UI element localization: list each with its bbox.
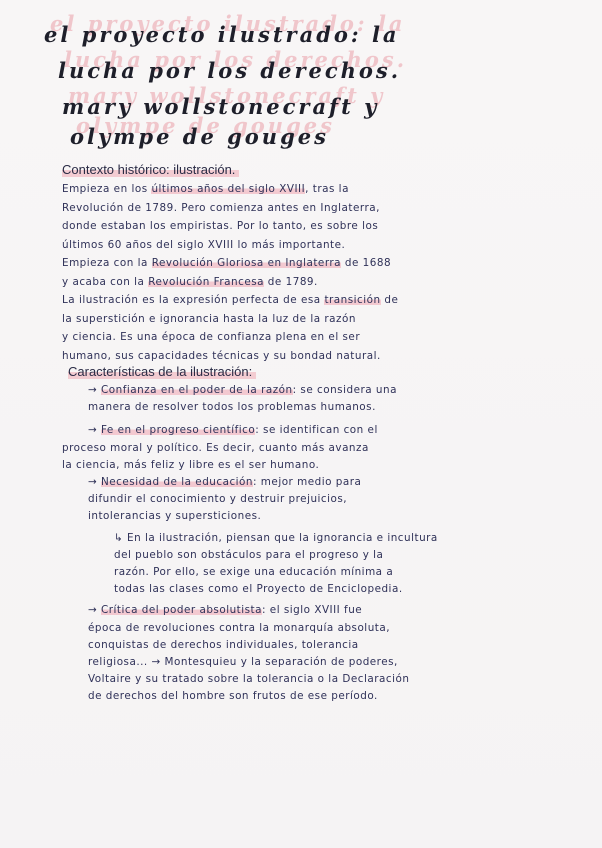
- text-line: [62, 239, 345, 251]
- text-segment: Revolución de 1789. Pero comienza antes en Inglaterra,: [62, 201, 380, 214]
- text-segment: : se identifican con el: [255, 424, 378, 437]
- text-segment: de: [380, 294, 399, 306]
- text-segment: →: [88, 476, 102, 488]
- text-line: [88, 510, 261, 522]
- text-line: [62, 220, 378, 232]
- text-segment: difundir el conocimiento y destruir prejuicios,: [88, 493, 348, 506]
- text-line: [88, 622, 390, 634]
- text-segment: la superstición e ignorancia hasta la luz de la razón: [62, 312, 356, 325]
- text-line: [88, 656, 398, 668]
- text-segment: donde estaban los empiristas. Por lo tanto, es sobre los: [62, 220, 379, 232]
- text-segment: época de revoluciones contra la monarquía absoluta,: [88, 621, 391, 634]
- text-line: [62, 442, 369, 454]
- text-line: [62, 350, 381, 362]
- text-segment: conquistas de derechos individuales, tolerancia: [88, 638, 359, 651]
- highlighted-phrase: transición: [324, 294, 381, 306]
- text-segment: todas las clases como el Proyecto de Enciclopedia.: [114, 583, 403, 596]
- text-segment: y ciencia. Es una época de confianza plena en el ser: [62, 331, 361, 343]
- text-line: [88, 493, 347, 505]
- text-line: [114, 532, 438, 544]
- highlighted-phrase: Necesidad de la educación: [101, 476, 253, 488]
- text-segment: del pueblo son obstáculos para el progreso y la: [114, 548, 384, 561]
- text-line: [114, 566, 393, 578]
- text-line: [114, 583, 403, 595]
- text-segment: religiosa... → Montesquieu y la separación de poderes,: [88, 656, 398, 668]
- highlighted-phrase: Confianza en el poder de la razón: [101, 384, 293, 396]
- text-segment: de 1789.: [264, 275, 318, 288]
- title-line-2: lucha por los derechos.: [58, 58, 402, 83]
- text-segment: Empieza en los: [62, 183, 152, 195]
- text-segment: intolerancias y supersticiones.: [88, 510, 262, 523]
- title-line-4: olympe de gouges: [70, 124, 329, 149]
- text-segment: y acaba con la: [62, 275, 149, 288]
- text-line: [62, 257, 391, 269]
- text-segment: →: [88, 384, 102, 396]
- text-segment: La ilustración es la expresión perfecta de esa: [62, 294, 325, 306]
- text-segment: manera de resolver todos los problemas humanos.: [88, 401, 376, 414]
- title-line-3: mary wollstonecraft y: [62, 94, 380, 119]
- section-heading-context: Contexto histórico: ilustración.: [62, 162, 239, 177]
- text-segment: : se considera una: [292, 384, 397, 396]
- text-line: [62, 183, 349, 195]
- highlighted-phrase: Revolución Gloriosa en Inglaterra: [151, 257, 342, 269]
- text-line: [88, 604, 362, 616]
- text-segment: últimos 60 años del siglo XVIII lo más importante.: [62, 238, 346, 251]
- highlighted-phrase: Revolución Francesa: [148, 275, 264, 288]
- highlighted-phrase: últimos años del siglo XVIII: [151, 183, 306, 195]
- text-line: [88, 401, 376, 413]
- text-line: [62, 294, 398, 306]
- text-segment: humano, sus capacidades técnicas y su bondad natural.: [62, 349, 381, 362]
- text-line: [88, 639, 359, 651]
- text-segment: , tras la: [305, 183, 349, 195]
- text-segment: la ciencia, más feliz y libre es el ser humano.: [62, 458, 320, 471]
- text-segment: : mejor medio para: [253, 476, 362, 488]
- text-line: [62, 313, 356, 325]
- text-line: [62, 202, 380, 214]
- text-line: [62, 276, 318, 288]
- text-segment: de derechos del hombre son frutos de ese período.: [88, 690, 378, 703]
- title-line-1: el proyecto ilustrado: la: [44, 22, 400, 47]
- text-line: [88, 690, 378, 702]
- text-line: [88, 673, 409, 685]
- text-segment: →: [88, 424, 102, 437]
- text-segment: proceso moral y político. Es decir, cuanto más avanza: [62, 441, 369, 454]
- text-line: [88, 424, 378, 436]
- text-segment: ↳ En la ilustración, piensan que la ignorancia e incultura: [114, 531, 438, 544]
- text-line: [88, 384, 397, 396]
- section-heading-characteristics: Características de la ilustración:: [68, 364, 256, 379]
- highlighted-phrase: Crítica del poder absolutista: [101, 604, 262, 617]
- highlighted-phrase: Fe en el progreso científico: [101, 424, 256, 437]
- text-segment: Empieza con la: [62, 257, 152, 269]
- text-line: [88, 476, 361, 488]
- text-segment: : el siglo XVIII fue: [262, 604, 363, 617]
- text-segment: razón. Por ello, se exige una educación mínima a: [114, 566, 394, 578]
- text-line: [62, 459, 319, 471]
- text-segment: de 1688: [341, 257, 392, 269]
- text-segment: Voltaire y su tratado sobre la tolerancia o la Declaración: [88, 673, 410, 686]
- text-segment: →: [88, 604, 102, 617]
- text-line: [62, 331, 360, 343]
- text-line: [114, 549, 383, 561]
